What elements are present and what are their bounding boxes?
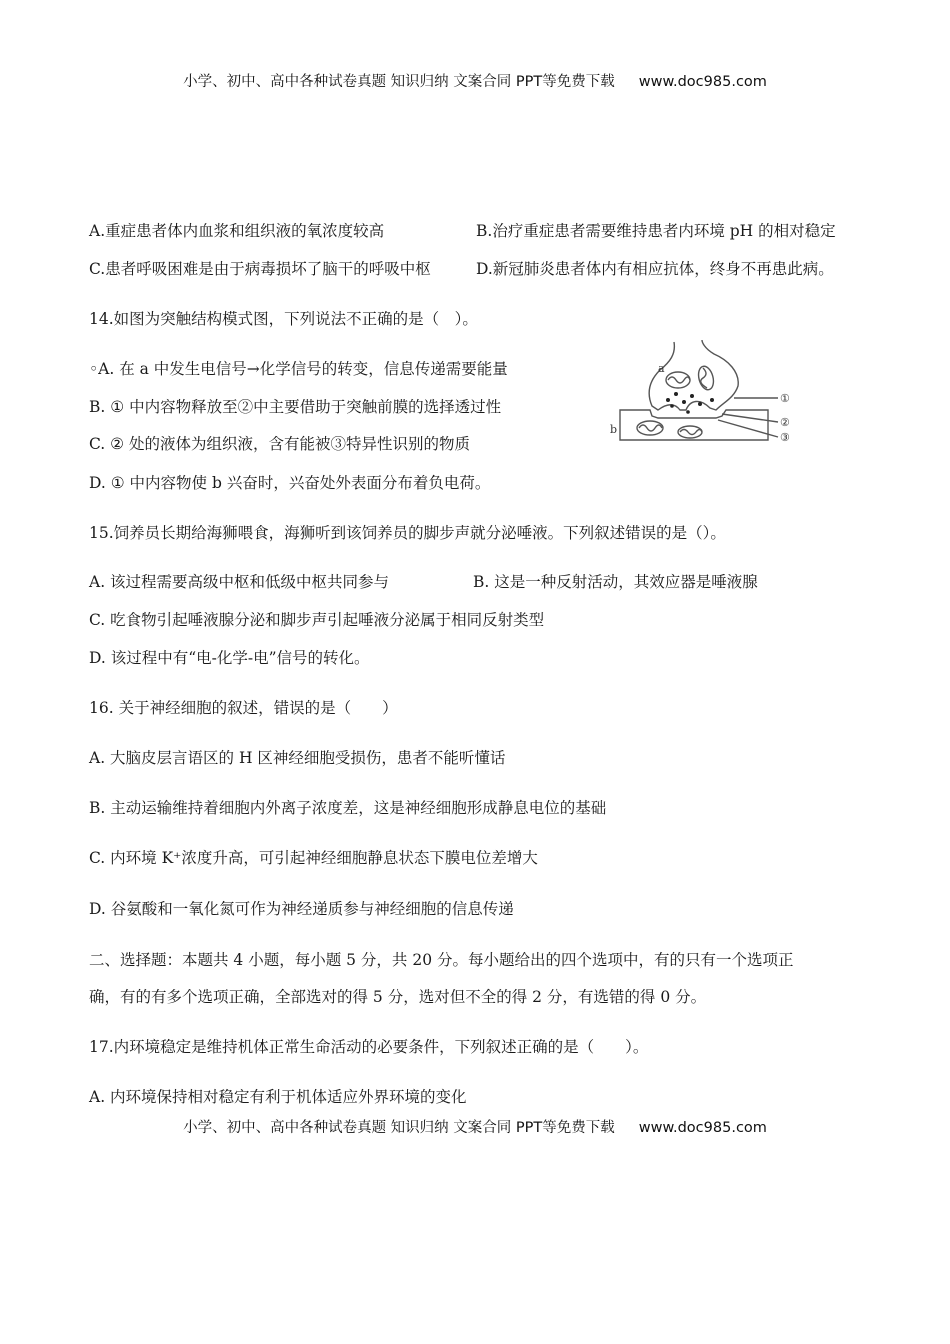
q14-option-b: B. ① 中内容物释放至②中主要借助于突触前膜的选择透过性 <box>89 398 502 416</box>
q16-stem: 16. 关于神经细胞的叙述，错误的是（ ） <box>89 699 398 717</box>
synapse-diagram <box>606 340 806 452</box>
q15-option-c: C. 吃食物引起唾液腺分泌和脚步声引起唾液分泌属于相同反射类型 <box>89 611 545 629</box>
q14-option-a: ◦A. 在 a 中发生电信号→化学信号的转变，信息传递需要能量 <box>89 360 508 378</box>
q17-stem: 17.内环境稳定是维持机体正常生命活动的必要条件，下列叙述正确的是（ ）。 <box>89 1038 649 1056</box>
q16-option-c: C. 内环境 K⁺浓度升高，可引起神经细胞静息状态下膜电位差增大 <box>89 849 538 867</box>
q13-option-d: D.新冠肺炎患者体内有相应抗体，终身不再患此病。 <box>476 260 834 278</box>
header-title: 小学、初中、高中各种试卷真题 知识归纳 文案合同 PPT等免费下载 <box>183 74 615 90</box>
figure-label-b: b <box>610 423 618 436</box>
figure-label-2: ② <box>780 416 790 429</box>
footer-url[interactable]: www.doc985.com <box>638 1120 767 1136</box>
footer-title: 小学、初中、高中各种试卷真题 知识归纳 文案合同 PPT等免费下载 <box>183 1120 615 1136</box>
synapse-diagram-svg <box>606 340 806 452</box>
figure-label-3: ③ <box>780 431 790 444</box>
q15-options-row1 <box>89 572 758 592</box>
q16-option-d: D. 谷氨酸和一氧化氮可作为神经递质参与神经细胞的信息传递 <box>89 900 514 918</box>
q15-stem: 15.饲养员长期给海狮喂食，海狮听到该饲养员的脚步声就分泌唾液。下列叙述错误的是（）。 <box>89 524 726 542</box>
q13-options-row2 <box>89 259 834 279</box>
q14-stem: 14.如图为突触结构模式图，下列说法不正确的是（ ）。 <box>89 310 478 328</box>
q15-option-b: B. 这是一种反射活动，其效应器是唾液腺 <box>473 573 758 591</box>
page-header <box>0 70 950 91</box>
q14-option-c: C. ② 处的液体为组织液，含有能被③特异性识别的物质 <box>89 435 470 453</box>
q13-option-a: A.重症患者体内血浆和组织液的氧浓度较高 <box>89 222 385 240</box>
figure-label-a: a <box>658 362 665 375</box>
q14-option-d: D. ① 中内容物使 b 兴奋时，兴奋处外表面分布着负电荷。 <box>89 474 491 492</box>
q15-option-a: A. 该过程需要高级中枢和低级中枢共同参与 <box>89 573 390 591</box>
q13-options-row1 <box>89 221 836 241</box>
q15-option-d: D. 该过程中有“电-化学-电”信号的转化。 <box>89 649 370 667</box>
q16-option-a: A. 大脑皮层言语区的 H 区神经细胞受损伤，患者不能听懂话 <box>89 749 506 767</box>
section2-instructions-line2: 确，有的有多个选项正确，全部选对的得 5 分，选对但不全的得 2 分，有选错的得 0 分。 <box>89 988 707 1006</box>
section2-instructions-line1: 二、选择题：本题共 4 小题，每小题 5 分，共 20 分。每小题给出的四个选项中，有的只有一个选项正 <box>89 951 794 969</box>
q16-option-b: B. 主动运输维持着细胞内外离子浓度差，这是神经细胞形成静息电位的基础 <box>89 799 607 817</box>
q13-option-c: C.患者呼吸困难是由于病毒损坏了脑干的呼吸中枢 <box>89 260 431 278</box>
q13-option-b: B.治疗重症患者需要维持患者内环境 pH 的相对稳定 <box>476 222 836 240</box>
header-url[interactable]: www.doc985.com <box>638 74 767 90</box>
q17-option-a: A. 内环境保持相对稳定有利于机体适应外界环境的变化 <box>89 1088 467 1106</box>
page-footer <box>0 1116 950 1137</box>
figure-label-1: ① <box>780 392 790 405</box>
